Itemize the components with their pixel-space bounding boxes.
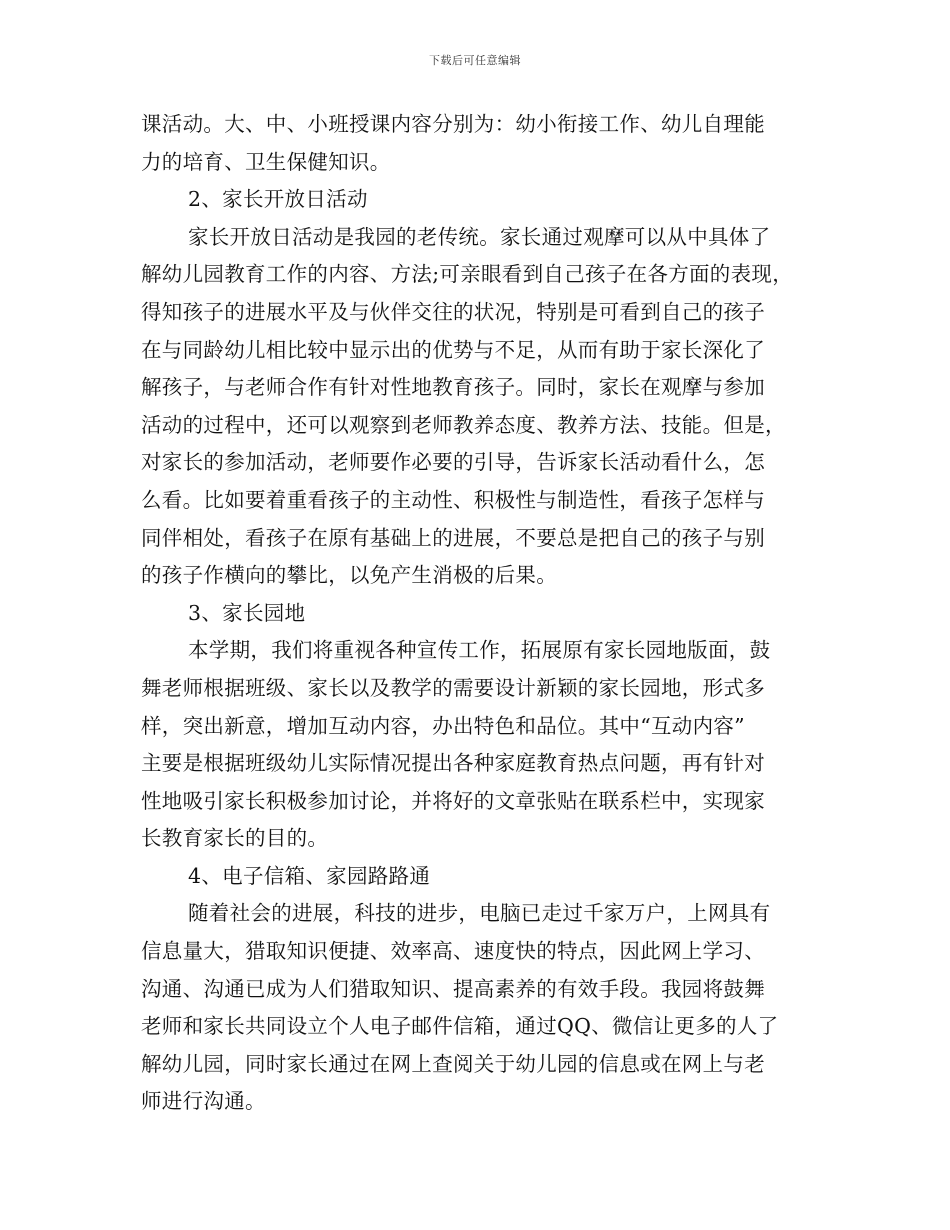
text-line: 舞老师根据班级、家长以及教学的需要设计新颖的家长园地，形式多 — [141, 675, 765, 700]
document-body — [141, 106, 841, 1121]
text-line: 在与同龄幼儿相比较中显示出的优势与不足，从而有助于家长深化了 — [141, 337, 765, 362]
text-line: 主要是根据班级幼儿实际情况提出各种家庭教育热点问题，再有针对 — [141, 751, 765, 776]
text-line: 老师和家长共同设立个人电子邮件信箱，通过QQ、微信让更多的人了 — [141, 1014, 779, 1039]
page-header: 下载后可任意编辑 — [429, 54, 521, 67]
text-line: 活动的过程中，还可以观察到老师教养态度、教养方法、技能。但是， — [141, 412, 786, 437]
section-heading: 2、家长开放日活动 — [188, 187, 368, 212]
text-line: 解幼儿园，同时家长通过在网上查阅关于幼儿园的信息或在网上与老 — [141, 1051, 765, 1076]
text-line: 对家长的参加活动，老师要作必要的引导，告诉家长活动看什么，怎 — [141, 450, 765, 475]
text-line: 沟通、沟通已成为人们猎取知识、提高素养的有效手段。我园将鼓舞 — [141, 976, 765, 1001]
section-heading: 3、家长园地 — [188, 600, 306, 625]
text-line: 解幼儿园教育工作的内容、方法;可亲眼看到自己孩子在各方面的表现， — [141, 262, 794, 287]
text-line: 课活动。大、中、小班授课内容分别为：幼小衔接工作、幼儿自理能 — [141, 112, 765, 136]
text-line: 信息量大，猎取知识便捷、效率高、速度快的特点，因此网上学习、 — [141, 939, 765, 964]
paragraph-start: 本学期，我们将重视各种宣传工作，拓展原有家长园地版面，鼓 — [188, 638, 771, 663]
text-line: 性地吸引家长积极参加讨论，并将好的文章张贴在联系栏中，实现家 — [141, 788, 765, 813]
text-line: 么看。比如要着重看孩子的主动性、积极性与制造性，看孩子怎样与 — [141, 487, 765, 512]
text-line: 力的培育、卫生保健知识。 — [141, 149, 391, 174]
text-line: 师进行沟通。 — [141, 1089, 266, 1114]
text-line: 得知孩子的进展水平及与伙伴交往的状况，特别是可看到自己的孩子 — [141, 299, 765, 324]
text-line: 解孩子，与老师合作有针对性地教育孩子。同时，家长在观摩与参加 — [141, 375, 765, 400]
text-line: 样，突出新意，增加互动内容，办出特色和品位。其中“互动内容” — [141, 713, 745, 738]
paragraph-start: 家长开放日活动是我园的老传统。家长通过观摩可以从中具体了 — [188, 224, 771, 249]
text-line: 长教育家长的目的。 — [141, 826, 329, 851]
text-line: 的孩子作横向的攀比，以免产生消极的后果。 — [141, 563, 557, 588]
section-heading: 4、电子信箱、家园路路通 — [188, 863, 431, 888]
text-line: 同伴相处，看孩子在原有基础上的进展，不要总是把自己的孩子与别 — [141, 525, 765, 550]
paragraph-start: 随着社会的进展，科技的进步，电脑已走过千家万户，上网具有 — [188, 901, 771, 926]
